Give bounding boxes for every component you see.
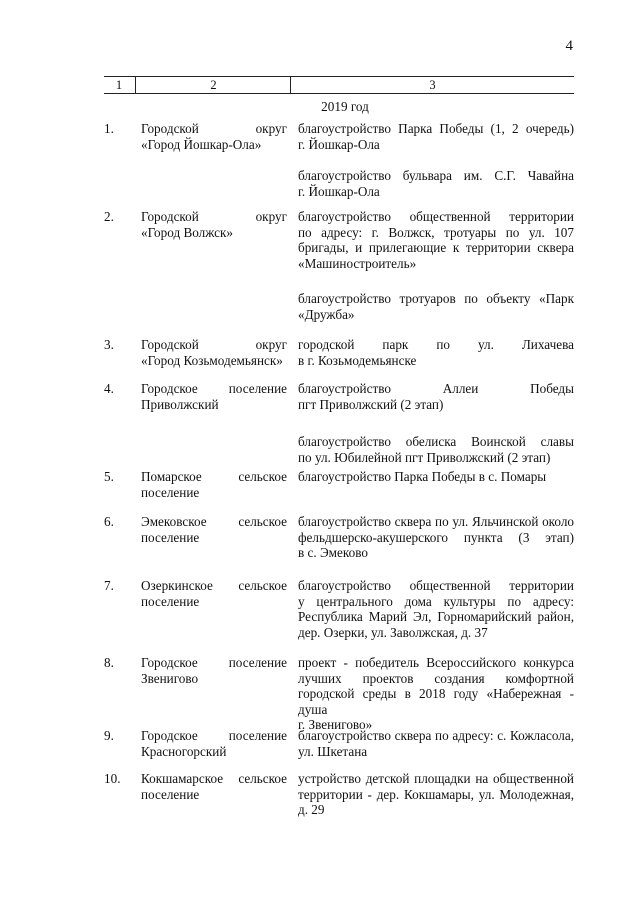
row-number: 10.: [104, 771, 121, 786]
municipality-line: Городской округ: [141, 121, 287, 136]
object-line: проект - победитель Всероссийского конкурса: [298, 655, 574, 670]
municipality-line: Городской округ: [141, 337, 287, 352]
municipality-line: Красногорский: [141, 743, 227, 759]
municipality-line: Кокшамарское сельское: [141, 771, 287, 786]
object-item: [298, 771, 574, 818]
object-item: [298, 121, 574, 152]
municipality-line: Эмековское сельское: [141, 514, 287, 529]
header-col-1: 1: [115, 78, 123, 92]
municipality: [141, 655, 287, 686]
municipality-line: Звенигово: [141, 670, 199, 686]
row-number: 6.: [104, 514, 114, 529]
municipality-line: Городское поселение: [141, 728, 287, 743]
object-line: у центрального дома культуры по адресу:: [298, 593, 574, 609]
municipality-line: поселение: [141, 786, 200, 802]
header-col-2: 2: [135, 77, 291, 93]
object-description: [298, 514, 574, 561]
object-description: [298, 655, 574, 733]
object-line: городской среды в 2018 году «Набережная - душа: [298, 686, 574, 717]
municipality-line: поселение: [141, 593, 200, 609]
municipality: [141, 121, 287, 152]
municipality-line: Городской округ: [141, 209, 287, 224]
object-line: в г. Козьмодемьянске: [298, 352, 417, 368]
municipality: [141, 469, 287, 500]
table-header: [104, 76, 574, 94]
municipality-line: Приволжский: [141, 396, 219, 412]
object-line: фельдшерско-акушерского пункта (3 этап): [298, 529, 574, 545]
row-number: 8.: [104, 655, 114, 670]
object-line: пгт Приволжский (2 этап): [298, 396, 444, 412]
municipality-line: поселение: [141, 529, 200, 545]
object-description: [298, 469, 574, 485]
object-item: [298, 337, 574, 368]
object-line: благоустройство бульвара им. С.Г. Чавайна: [298, 168, 574, 184]
object-line: благоустройство общественной территории: [298, 209, 574, 224]
object-description: [298, 771, 574, 818]
municipality-line: Помарское сельское: [141, 469, 287, 484]
object-item: [298, 655, 574, 733]
row-number: 3.: [104, 337, 114, 352]
object-line: благоустройство Парка Победы (1, 2 очередь): [298, 121, 574, 136]
municipality-line: Озеркинское сельское: [141, 578, 287, 593]
object-item: [298, 728, 574, 759]
row-number: 9.: [104, 728, 114, 743]
municipality-line: «Город Йошкар-Ола»: [141, 136, 262, 152]
object-description: [298, 209, 574, 323]
municipality: [141, 209, 287, 240]
object-line: благоустройство Аллеи Победы: [298, 381, 574, 396]
object-item: [298, 434, 574, 465]
municipality: [141, 771, 287, 802]
object-line: благоустройство тротуаров по объекту «Парк: [298, 291, 574, 307]
object-line: Республика Марий Эл, Горномарийский район,: [298, 609, 574, 625]
object-line: городской парк по ул. Лихачева: [298, 337, 574, 352]
object-line: лучших проектов создания комфортной: [298, 670, 574, 686]
object-line: по адресу: г. Волжск, тротуары по ул. 107: [298, 224, 574, 240]
row-number: 5.: [104, 469, 114, 484]
row-number: 2.: [104, 209, 114, 224]
object-line: бригады, и прилегающие к территории сквера: [298, 240, 574, 256]
object-item: [298, 469, 574, 485]
object-line: г. Йошкар-Ола: [298, 136, 380, 152]
object-item: [298, 291, 574, 322]
object-description: [298, 728, 574, 759]
object-line: благоустройство сквера по ул. Яльчинской около: [298, 514, 574, 529]
municipality: [141, 337, 287, 368]
municipality: [141, 728, 287, 759]
object-description: [298, 121, 574, 199]
header-col-3: 3: [290, 77, 574, 93]
object-line: территории - дер. Кокшамары, ул. Молодежная,: [298, 786, 574, 802]
object-item: [298, 209, 574, 271]
municipality-line: Городское поселение: [141, 381, 287, 396]
municipality: [141, 381, 287, 412]
row-number: 4.: [104, 381, 114, 396]
object-line: по ул. Юбилейной пгт Приволжский (2 этап): [298, 449, 551, 465]
object-line: благоустройство сквера по адресу: с. Кожласола,: [298, 728, 574, 743]
object-item: [298, 381, 574, 412]
object-line: ул. Шкетана: [298, 743, 368, 759]
object-line: г. Звенигово»: [298, 717, 373, 733]
municipality-line: «Город Волжск»: [141, 224, 233, 240]
object-line: устройство детской площадки на общественной: [298, 771, 574, 786]
municipality-line: «Город Козьмодемьянск»: [141, 352, 283, 368]
object-description: [298, 337, 574, 368]
object-line: «Дружба»: [298, 306, 355, 322]
object-line: благоустройство обелиска Воинской славы: [298, 434, 574, 450]
object-item: [298, 168, 574, 199]
page-number: 4: [565, 38, 573, 54]
object-line: «Машиностроитель»: [298, 255, 417, 271]
object-line: благоустройство Парка Победы в с. Помары: [298, 469, 547, 484]
object-line: д. 29: [298, 802, 325, 818]
object-item: [298, 578, 574, 640]
row-number: 1.: [104, 121, 114, 136]
year-heading: 2019 год: [321, 99, 369, 114]
object-line: в с. Эмеково: [298, 545, 368, 561]
object-line: г. Йошкар-Ола: [298, 183, 380, 199]
row-number: 7.: [104, 578, 114, 593]
object-description: [298, 578, 574, 640]
municipality-line: поселение: [141, 484, 200, 500]
object-line: благоустройство общественной территории: [298, 578, 574, 593]
object-description: [298, 381, 574, 465]
municipality: [141, 514, 287, 545]
object-line: дер. Озерки, ул. Заволжская, д. 37: [298, 624, 488, 640]
object-item: [298, 514, 574, 561]
municipality-line: Городское поселение: [141, 655, 287, 670]
municipality: [141, 578, 287, 609]
